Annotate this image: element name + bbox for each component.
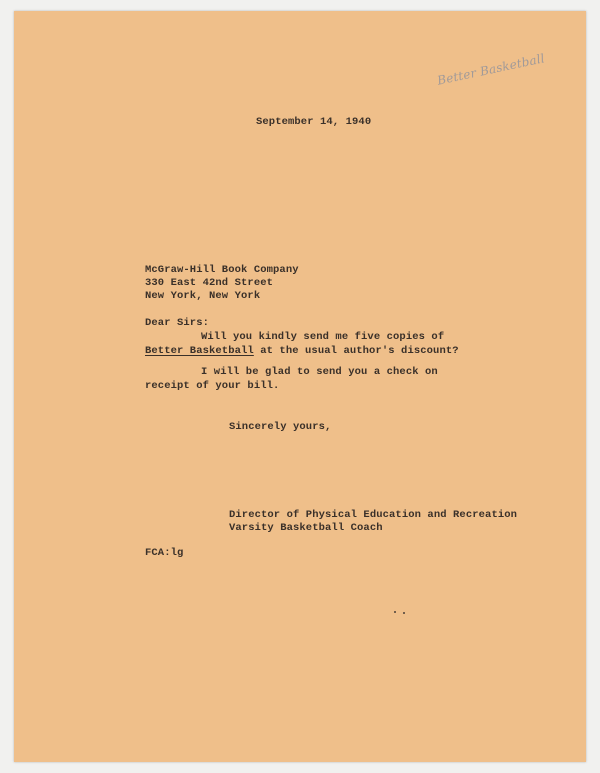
paper-speck (403, 612, 405, 614)
recipient-line-3: New York, New York (145, 290, 261, 302)
closing: Sincerely yours, (229, 421, 332, 433)
paragraph-1-line-1: Will you kindly send me five copies of (201, 331, 445, 343)
recipient-line-1: McGraw-Hill Book Company (145, 264, 299, 276)
signature-line-2: Varsity Basketball Coach (229, 522, 383, 534)
signature-line-1: Director of Physical Education and Recreation (229, 509, 518, 521)
letter-date: September 14, 1940 (256, 116, 372, 128)
paragraph-1-line-2 (145, 345, 459, 358)
paragraph-2-line-1: I will be glad to send you a check on (201, 366, 438, 378)
paragraph-1-line-2-rest: at the usual author's discount? (253, 345, 459, 357)
paper-speck (394, 611, 396, 613)
paragraph-2-line-2: receipt of your bill. (145, 380, 280, 392)
typist-initials: FCA:lg (145, 547, 184, 559)
book-title: Better Basketball (145, 345, 254, 357)
salutation: Dear Sirs: (145, 317, 210, 329)
recipient-line-2: 330 East 42nd Street (145, 277, 274, 289)
handwritten-note: Better Basketball (436, 51, 546, 88)
